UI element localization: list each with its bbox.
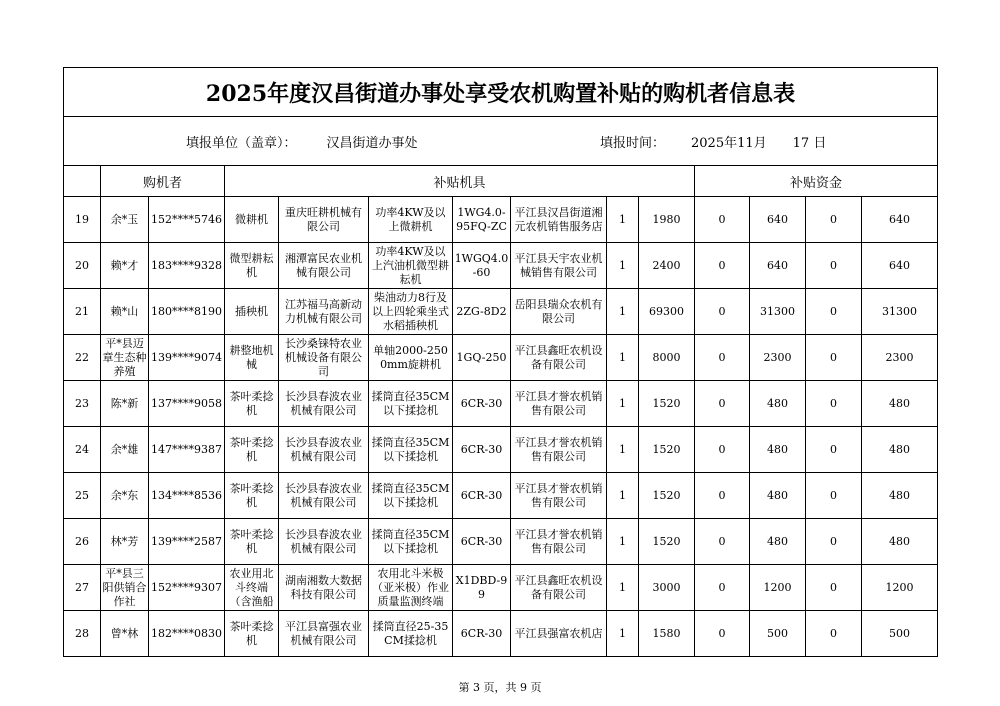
header-blank-no [64,166,101,197]
unit-value: 汉昌街道办事处 [326,136,418,151]
buyer-phone: 152****9307 [149,565,225,611]
buyer-name: 余*东 [101,473,149,519]
unit-label: 填报单位（盖章）： [186,136,297,151]
price: 8000 [639,335,695,381]
table-row [64,289,938,335]
manufacturer: 湖南湘数大数据科技有限公司 [279,565,369,611]
dealer: 平江县才誉农机销售有限公司 [511,519,607,565]
price: 1980 [639,197,695,243]
buyer-name: 陈*新 [101,381,149,427]
date-value: 2025年11月 [691,136,767,151]
buyer-name: 平*县迈章生态种养殖 [101,335,149,381]
fund-4: 640 [862,243,938,289]
row-number: 23 [64,381,101,427]
fund-2: 500 [750,611,806,657]
fund-3: 0 [806,519,862,565]
machine-type: 茶叶柔捻机 [225,381,279,427]
row-number: 26 [64,519,101,565]
fund-3: 0 [806,611,862,657]
machine-model: 6CR-30 [453,473,511,519]
machine-type: 茶叶柔捻机 [225,473,279,519]
manufacturer: 长沙县春波农业机械有限公司 [279,519,369,565]
table-row [64,611,938,657]
price: 1520 [639,519,695,565]
machine-spec: 揉筒直径35CM以下揉捻机 [369,473,453,519]
fund-3: 0 [806,289,862,335]
fund-1: 0 [695,519,750,565]
buyer-phone: 182****0830 [149,611,225,657]
machine-model: 6CR-30 [453,427,511,473]
header-buyer: 购机者 [101,166,225,197]
fund-3: 0 [806,565,862,611]
machine-spec: 单轴2000-2500mm旋耕机 [369,335,453,381]
table-row [64,565,938,611]
table-row [64,335,938,381]
manufacturer: 江苏福马高新动力机械有限公司 [279,289,369,335]
price: 69300 [639,289,695,335]
machine-model: 1WG4.0-95FQ-ZC [453,197,511,243]
quantity: 1 [607,197,639,243]
fund-1: 0 [695,427,750,473]
buyer-phone: 137****9058 [149,381,225,427]
machine-model: 1GQ-250 [453,335,511,381]
dealer: 岳阳县瑞众农机有限公司 [511,289,607,335]
fund-1: 0 [695,197,750,243]
buyer-phone: 147****9387 [149,427,225,473]
machine-spec: 揉筒直径35CM以下揉捻机 [369,381,453,427]
quantity: 1 [607,565,639,611]
dealer: 平江县才誉农机销售有限公司 [511,473,607,519]
dealer: 平江县鑫旺农机设备有限公司 [511,335,607,381]
fund-4: 480 [862,427,938,473]
machine-spec: 功率4KW及以上微耕机 [369,197,453,243]
fund-2: 640 [750,197,806,243]
buyer-name: 赖*山 [101,289,149,335]
fund-1: 0 [695,289,750,335]
manufacturer: 平江县富强农业机械有限公司 [279,611,369,657]
quantity: 1 [607,381,639,427]
manufacturer: 长沙县春波农业机械有限公司 [279,427,369,473]
quantity: 1 [607,289,639,335]
buyer-phone: 134****8536 [149,473,225,519]
fund-3: 0 [806,473,862,519]
buyer-name: 平*县三阳供销合作社 [101,565,149,611]
row-number: 27 [64,565,101,611]
fund-2: 480 [750,473,806,519]
machine-model: 1WGQ4.0-60 [453,243,511,289]
fund-1: 0 [695,565,750,611]
subsidy-table [63,67,938,657]
fund-2: 480 [750,519,806,565]
machine-type: 微耕机 [225,197,279,243]
dealer: 平江县才誉农机销售有限公司 [511,427,607,473]
quantity: 1 [607,519,639,565]
buyer-name: 赖*才 [101,243,149,289]
machine-spec: 揉筒直径35CM以下揉捻机 [369,519,453,565]
buyer-name: 曾*林 [101,611,149,657]
machine-type: 插秧机 [225,289,279,335]
quantity: 1 [607,243,639,289]
fund-4: 500 [862,611,938,657]
machine-model: X1DBD-99 [453,565,511,611]
price: 1520 [639,381,695,427]
row-number: 20 [64,243,101,289]
row-number: 28 [64,611,101,657]
machine-type: 茶叶柔捻机 [225,519,279,565]
machine-model: 6CR-30 [453,611,511,657]
machine-type: 茶叶柔捻机 [225,611,279,657]
fund-3: 0 [806,197,862,243]
buyer-phone: 180****8190 [149,289,225,335]
manufacturer: 长沙县春波农业机械有限公司 [279,473,369,519]
quantity: 1 [607,427,639,473]
fund-1: 0 [695,611,750,657]
machine-type: 耕整地机械 [225,335,279,381]
dealer: 平江县鑫旺农机设备有限公司 [511,565,607,611]
fund-3: 0 [806,427,862,473]
fund-1: 0 [695,473,750,519]
time-label: 填报时间： [600,136,666,151]
dealer: 平江县强富农机店 [511,611,607,657]
header-machine: 补贴机具 [225,166,695,197]
row-number: 21 [64,289,101,335]
dealer: 平江县汉昌街道湘元农机销售服务店 [511,197,607,243]
machine-type: 茶叶柔捻机 [225,427,279,473]
manufacturer: 长沙县春波农业机械有限公司 [279,381,369,427]
quantity: 1 [607,335,639,381]
buyer-name: 余*雄 [101,427,149,473]
machine-spec: 揉筒直径35CM以下揉捻机 [369,427,453,473]
row-number: 22 [64,335,101,381]
fund-4: 480 [862,519,938,565]
report-info [64,117,938,166]
table-row [64,197,938,243]
fund-1: 0 [695,243,750,289]
fund-4: 31300 [862,289,938,335]
price: 1520 [639,473,695,519]
price: 2400 [639,243,695,289]
fund-2: 1200 [750,565,806,611]
quantity: 1 [607,611,639,657]
machine-model: 6CR-30 [453,519,511,565]
row-number: 19 [64,197,101,243]
machine-spec: 揉筒直径25-35CM揉捻机 [369,611,453,657]
buyer-phone: 139****2587 [149,519,225,565]
fund-1: 0 [695,381,750,427]
fund-3: 0 [806,243,862,289]
machine-spec: 功率4KW及以上汽油机微型耕耘机 [369,243,453,289]
buyer-phone: 152****5746 [149,197,225,243]
table-row [64,427,938,473]
machine-type: 微型耕耘机 [225,243,279,289]
manufacturer: 重庆旺耕机械有限公司 [279,197,369,243]
machine-spec: 柴油动力8行及以上四轮乘坐式水稻插秧机 [369,289,453,335]
manufacturer: 湘潭富民农业机械有限公司 [279,243,369,289]
row-number: 25 [64,473,101,519]
page-title: 2025年度汉昌街道办事处享受农机购置补贴的购机者信息表 [64,68,938,117]
manufacturer: 长沙桑铼特农业机械设备有限公司 [279,335,369,381]
buyer-phone: 183****9328 [149,243,225,289]
fund-2: 31300 [750,289,806,335]
dealer: 平江县天宇农业机械销售有限公司 [511,243,607,289]
machine-type: 农业用北斗终端（含渔船 [225,565,279,611]
fund-4: 640 [862,197,938,243]
table-row [64,473,938,519]
fund-4: 480 [862,381,938,427]
dealer: 平江县才誉农机销售有限公司 [511,381,607,427]
fund-3: 0 [806,335,862,381]
machine-model: 6CR-30 [453,381,511,427]
fund-2: 640 [750,243,806,289]
fund-4: 1200 [862,565,938,611]
fund-2: 2300 [750,335,806,381]
buyer-name: 林*芳 [101,519,149,565]
row-number: 24 [64,427,101,473]
table-row [64,381,938,427]
fund-4: 2300 [862,335,938,381]
fund-4: 480 [862,473,938,519]
machine-spec: 农用北斗米极（亚米极）作业质量监测终端 [369,565,453,611]
price: 1520 [639,427,695,473]
table-row [64,519,938,565]
fund-3: 0 [806,381,862,427]
page-footer: 第 3 页，共 9 页 [458,681,542,694]
day-value: 17 日 [792,136,827,151]
machine-model: 2ZG-8D2 [453,289,511,335]
header-funds: 补贴资金 [695,166,938,197]
price: 1580 [639,611,695,657]
fund-2: 480 [750,427,806,473]
buyer-name: 余*玉 [101,197,149,243]
table-row [64,243,938,289]
fund-2: 480 [750,381,806,427]
fund-1: 0 [695,335,750,381]
price: 3000 [639,565,695,611]
quantity: 1 [607,473,639,519]
buyer-phone: 139****9074 [149,335,225,381]
